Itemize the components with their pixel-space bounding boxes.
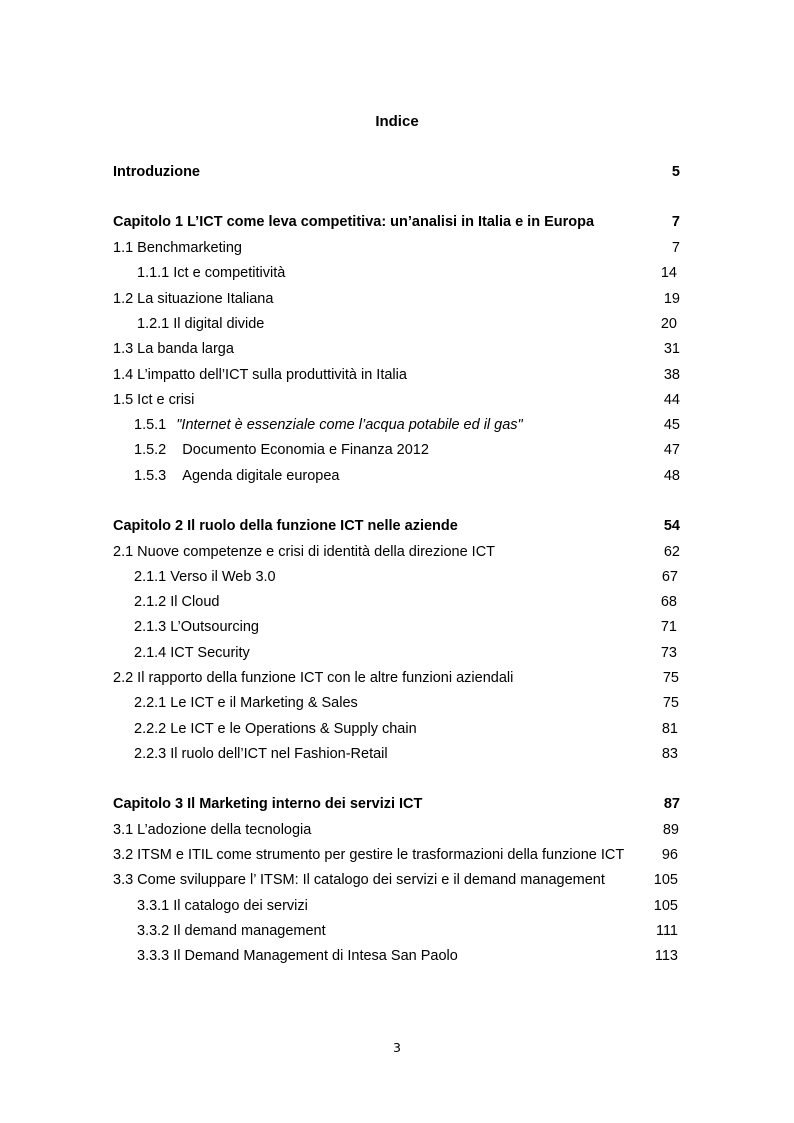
page-title: Indice (375, 113, 419, 130)
toc-entry-introduzione[interactable] (113, 162, 680, 182)
toc-entry-chapter-2[interactable] (113, 516, 680, 536)
toc-page: 20 (660, 316, 677, 332)
toc-label: Documento Economia e Finanza 2012 (182, 442, 429, 458)
toc-page: 7 (671, 240, 680, 256)
toc-label: 1.2 La situazione Italiana (113, 291, 274, 307)
toc-page: 105 (653, 872, 678, 888)
toc-label: 3.3.1 Il catalogo dei servizi (137, 898, 308, 914)
toc-entry-3-3-3[interactable] (113, 946, 678, 966)
toc-entry-1-4[interactable] (113, 365, 680, 385)
toc-label: 2.1.3 L’Outsourcing (134, 619, 259, 635)
toc-page: 47 (663, 442, 680, 458)
toc-entry-3-3-1[interactable] (113, 896, 678, 916)
toc-entry-chapter-1[interactable] (113, 212, 680, 232)
toc-label: 2.2.1 Le ICT e il Marketing & Sales (134, 695, 358, 711)
toc-entry-3-2[interactable] (113, 845, 678, 865)
toc-entry-1-2[interactable] (113, 289, 680, 309)
toc-label: 3.3.3 Il Demand Management di Intesa San Paolo (137, 948, 458, 964)
toc-label: Agenda digitale europea (182, 468, 340, 484)
page-number: 3 (393, 1040, 401, 1055)
toc-page: 81 (661, 721, 678, 737)
toc-label: 1.1 Benchmarketing (113, 240, 242, 256)
toc-page: 75 (662, 670, 679, 686)
toc-entry-1-5[interactable] (113, 390, 680, 410)
toc-page: 31 (663, 341, 680, 357)
toc-label: 2.2.3 Il ruolo dell’ICT nel Fashion-Retail (134, 746, 388, 762)
toc-label: 1.4 L’impatto dell’ICT sulla produttività in Italia (113, 367, 407, 383)
toc-entry-2-1-2[interactable] (113, 592, 677, 612)
toc-entry-2-2-2[interactable] (113, 719, 678, 739)
toc-entry-chapter-3[interactable] (113, 794, 680, 814)
toc-label: 1.1.1 Ict e competitività (137, 265, 286, 281)
toc-label: Capitolo 2 Il ruolo della funzione ICT nelle aziende (113, 518, 458, 534)
toc-page: 73 (660, 645, 677, 661)
toc-page: 38 (663, 367, 680, 383)
toc-label: 2.1.4 ICT Security (134, 645, 250, 661)
toc-entry-1-3[interactable] (113, 339, 680, 359)
toc-entry-2-1[interactable] (113, 542, 680, 562)
toc-page: 105 (653, 898, 678, 914)
toc-label: 2.2 Il rapporto della funzione ICT con le altre funzioni aziendali (113, 670, 514, 686)
toc-entry-1-1[interactable] (113, 238, 680, 258)
toc-entry-2-1-4[interactable] (113, 643, 677, 663)
toc-page: 75 (662, 695, 679, 711)
toc-entry-2-2-3[interactable] (113, 744, 678, 764)
toc-page: 67 (661, 569, 678, 585)
toc-label: 2.1 Nuove competenze e crisi di identità della direzione ICT (113, 544, 496, 560)
toc-entry-3-1[interactable] (113, 820, 679, 840)
toc-label: 2.2.2 Le ICT e le Operations & Supply chain (134, 721, 417, 737)
toc-label: Introduzione (113, 164, 200, 180)
toc-entry-1-2-1[interactable] (113, 314, 677, 334)
toc-entry-2-2-1[interactable] (113, 693, 679, 713)
toc-page: 48 (663, 468, 680, 484)
toc-page: 83 (661, 746, 678, 762)
toc-label: 1.3 La banda larga (113, 341, 234, 357)
toc-entry-3-3-2[interactable] (113, 921, 678, 941)
toc-page: 45 (663, 417, 680, 433)
toc-page: 19 (663, 291, 680, 307)
toc-page: 96 (661, 847, 678, 863)
toc-entry-1-5-1[interactable] (113, 415, 680, 435)
toc-page: 111 (655, 923, 678, 939)
toc-number: 1.5.3 (134, 468, 167, 484)
toc-entry-1-5-3[interactable] (113, 466, 680, 486)
toc-label: Capitolo 1 L’ICT come leva competitiva: un’analisi in Italia e in Europa (113, 214, 595, 230)
toc-entry-2-1-3[interactable] (113, 617, 677, 637)
toc-label: 2.1.1 Verso il Web 3.0 (134, 569, 276, 585)
toc-label: Capitolo 3 Il Marketing interno dei servizi ICT (113, 796, 423, 812)
toc-page: 14 (660, 265, 677, 281)
toc-page: 5 (671, 164, 680, 180)
toc-entry-2-1-1[interactable] (113, 567, 678, 587)
toc-label: 2.1.2 Il Cloud (134, 594, 220, 610)
toc-page: 89 (662, 822, 679, 838)
toc-label: 3.2 ITSM e ITIL come strumento per gestire le trasformazioni della funzione ICT (113, 847, 625, 863)
toc-label: 3.3 Come sviluppare l’ ITSM: Il catalogo dei servizi e il demand management (113, 872, 605, 888)
toc-label: "Internet è essenziale come l’acqua potabile ed il gas" (176, 417, 523, 433)
toc-entry-1-1-1[interactable] (113, 263, 677, 283)
toc-label: 1.5 Ict e crisi (113, 392, 195, 408)
toc-page: 113 (654, 948, 678, 964)
toc-label: 3.1 L’adozione della tecnologia (113, 822, 312, 838)
toc-number: 1.5.2 (134, 442, 167, 458)
toc-number: 1.5.1 (134, 417, 167, 433)
toc-page: 71 (660, 619, 677, 635)
toc-label: 1.2.1 Il digital divide (137, 316, 265, 332)
toc-page: 7 (671, 214, 680, 230)
toc-entry-1-5-2[interactable] (113, 440, 680, 460)
toc-label: 3.3.2 Il demand management (137, 923, 326, 939)
toc-page: 68 (660, 594, 677, 610)
toc-entry-3-3[interactable] (113, 870, 678, 890)
toc-page: 54 (663, 518, 680, 534)
toc-entry-2-2[interactable] (113, 668, 679, 688)
toc-page: 44 (663, 392, 680, 408)
toc-page: 62 (663, 544, 680, 560)
toc-page: 87 (663, 796, 680, 812)
